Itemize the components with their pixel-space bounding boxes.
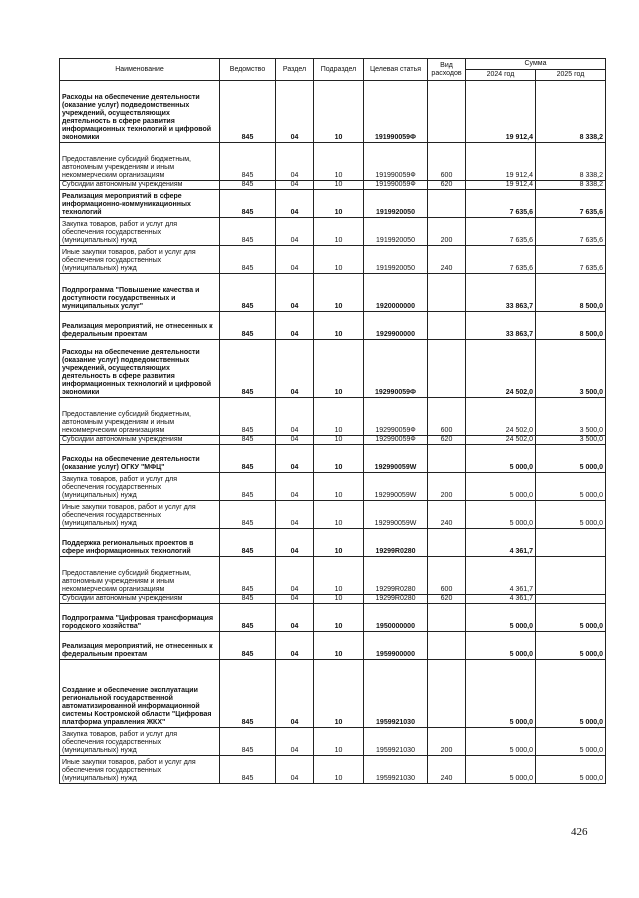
row-razdel: 04 bbox=[276, 595, 314, 604]
row-razdel: 04 bbox=[276, 728, 314, 756]
row-sum-2025: 8 500,0 bbox=[536, 274, 606, 312]
row-razdel: 04 bbox=[276, 632, 314, 660]
row-target-article: 1959921030 bbox=[364, 756, 428, 784]
row-razdel: 04 bbox=[276, 557, 314, 595]
row-name: Подпрограмма "Повышение качества и доступности государственных и муниципальных услуг" bbox=[60, 274, 220, 312]
row-podrazdel: 10 bbox=[314, 501, 364, 529]
row-target-article: 1919920050 bbox=[364, 190, 428, 218]
row-sum-2024: 5 000,0 bbox=[466, 756, 536, 784]
row-sum-2024: 4 361,7 bbox=[466, 529, 536, 557]
row-name: Создание и обеспечение эксплуатации региональной государственной автоматизированной информационной системы Костромской области "Цифровая платформа управления ЖКХ" bbox=[60, 660, 220, 728]
row-expense-type bbox=[428, 190, 466, 218]
row-sum-2024: 4 361,7 bbox=[466, 557, 536, 595]
row-expense-type: 600 bbox=[428, 557, 466, 595]
row-sum-2025: 5 000,0 bbox=[536, 728, 606, 756]
row-sum-2025: 5 000,0 bbox=[536, 445, 606, 473]
table-row bbox=[60, 436, 606, 445]
row-vedomstvo: 845 bbox=[220, 557, 276, 595]
row-sum-2025: 5 000,0 bbox=[536, 756, 606, 784]
row-expense-type: 200 bbox=[428, 728, 466, 756]
row-expense-type: 600 bbox=[428, 143, 466, 181]
row-razdel: 04 bbox=[276, 660, 314, 728]
row-expense-type: 200 bbox=[428, 473, 466, 501]
row-target-article: 192990059W bbox=[364, 473, 428, 501]
row-target-article: 192990059W bbox=[364, 445, 428, 473]
table-row bbox=[60, 340, 606, 398]
row-vedomstvo: 845 bbox=[220, 501, 276, 529]
row-vedomstvo: 845 bbox=[220, 660, 276, 728]
row-name: Поддержка региональных проектов в сфере информационных технологий bbox=[60, 529, 220, 557]
row-sum-2024: 4 361,7 bbox=[466, 595, 536, 604]
row-vedomstvo: 845 bbox=[220, 728, 276, 756]
row-target-article: 1959921030 bbox=[364, 728, 428, 756]
row-vedomstvo: 845 bbox=[220, 218, 276, 246]
row-expense-type: 620 bbox=[428, 595, 466, 604]
header-year-2025: 2025 год bbox=[536, 70, 606, 81]
row-sum-2025: 7 635,6 bbox=[536, 218, 606, 246]
table-row bbox=[60, 728, 606, 756]
header-year-2024: 2024 год bbox=[466, 70, 536, 81]
row-sum-2024: 19 912,4 bbox=[466, 143, 536, 181]
row-razdel: 04 bbox=[276, 143, 314, 181]
row-expense-type: 240 bbox=[428, 756, 466, 784]
row-podrazdel: 10 bbox=[314, 595, 364, 604]
row-sum-2024: 7 635,6 bbox=[466, 190, 536, 218]
row-name: Предоставление субсидий бюджетным, автономным учреждениям и иным некоммерческим организациям bbox=[60, 398, 220, 436]
row-sum-2024: 5 000,0 bbox=[466, 604, 536, 632]
row-sum-2025 bbox=[536, 595, 606, 604]
row-name: Расходы на обеспечение деятельности (оказание услуг) подведомственных учреждений, осуществляющих деятельность в сфере развития информационных технологий и цифровой экономики bbox=[60, 81, 220, 143]
table-row bbox=[60, 246, 606, 274]
row-expense-type: 600 bbox=[428, 398, 466, 436]
row-name: Субсидии автономным учреждениям bbox=[60, 436, 220, 445]
budget-table bbox=[59, 58, 606, 784]
table-row bbox=[60, 81, 606, 143]
row-vedomstvo: 845 bbox=[220, 181, 276, 190]
row-vedomstvo: 845 bbox=[220, 143, 276, 181]
row-sum-2025: 5 000,0 bbox=[536, 660, 606, 728]
row-sum-2024: 24 502,0 bbox=[466, 436, 536, 445]
row-sum-2025: 3 500,0 bbox=[536, 436, 606, 445]
row-vedomstvo: 845 bbox=[220, 190, 276, 218]
row-podrazdel: 10 bbox=[314, 181, 364, 190]
row-expense-type: 240 bbox=[428, 501, 466, 529]
row-name: Закупка товаров, работ и услуг для обеспечения государственных (муниципальных) нужд bbox=[60, 728, 220, 756]
row-razdel: 04 bbox=[276, 340, 314, 398]
row-expense-type bbox=[428, 604, 466, 632]
row-vedomstvo: 845 bbox=[220, 632, 276, 660]
row-name: Иные закупки товаров, работ и услуг для обеспечения государственных (муниципальных) нужд bbox=[60, 246, 220, 274]
row-razdel: 04 bbox=[276, 181, 314, 190]
row-expense-type bbox=[428, 445, 466, 473]
row-expense-type bbox=[428, 81, 466, 143]
row-target-article: 1959900000 bbox=[364, 632, 428, 660]
row-podrazdel: 10 bbox=[314, 340, 364, 398]
row-sum-2025: 3 500,0 bbox=[536, 398, 606, 436]
row-target-article: 192990059Ф bbox=[364, 340, 428, 398]
row-podrazdel: 10 bbox=[314, 473, 364, 501]
row-sum-2024: 19 912,4 bbox=[466, 181, 536, 190]
row-razdel: 04 bbox=[276, 190, 314, 218]
row-name: Реализация мероприятий, не отнесенных к федеральным проектам bbox=[60, 632, 220, 660]
row-sum-2024: 33 863,7 bbox=[466, 312, 536, 340]
row-vedomstvo: 845 bbox=[220, 312, 276, 340]
row-name: Иные закупки товаров, работ и услуг для обеспечения государственных (муниципальных) нужд bbox=[60, 501, 220, 529]
row-vedomstvo: 845 bbox=[220, 445, 276, 473]
row-sum-2024: 5 000,0 bbox=[466, 473, 536, 501]
header-expense-type: Вид расходов bbox=[428, 59, 466, 81]
row-name: Закупка товаров, работ и услуг для обеспечения государственных (муниципальных) нужд bbox=[60, 473, 220, 501]
row-target-article: 19299R0280 bbox=[364, 529, 428, 557]
row-name: Расходы на обеспечение деятельности (оказание услуг) ОГКУ "МФЦ" bbox=[60, 445, 220, 473]
row-target-article: 191990059Ф bbox=[364, 81, 428, 143]
row-sum-2025: 5 000,0 bbox=[536, 632, 606, 660]
row-expense-type bbox=[428, 660, 466, 728]
row-sum-2025: 5 000,0 bbox=[536, 604, 606, 632]
row-podrazdel: 10 bbox=[314, 81, 364, 143]
row-expense-type: 240 bbox=[428, 246, 466, 274]
row-target-article: 19299R0280 bbox=[364, 595, 428, 604]
row-sum-2024: 5 000,0 bbox=[466, 660, 536, 728]
row-vedomstvo: 845 bbox=[220, 436, 276, 445]
row-vedomstvo: 845 bbox=[220, 756, 276, 784]
row-name: Субсидии автономным учреждениям bbox=[60, 595, 220, 604]
row-target-article: 192990059W bbox=[364, 501, 428, 529]
row-vedomstvo: 845 bbox=[220, 595, 276, 604]
row-podrazdel: 10 bbox=[314, 529, 364, 557]
table-row bbox=[60, 501, 606, 529]
row-razdel: 04 bbox=[276, 436, 314, 445]
row-target-article: 1959921030 bbox=[364, 660, 428, 728]
table-body bbox=[60, 81, 606, 784]
table-row bbox=[60, 274, 606, 312]
row-sum-2024: 33 863,7 bbox=[466, 274, 536, 312]
row-vedomstvo: 845 bbox=[220, 340, 276, 398]
row-target-article: 192990059Ф bbox=[364, 436, 428, 445]
row-target-article: 1950000000 bbox=[364, 604, 428, 632]
row-razdel: 04 bbox=[276, 501, 314, 529]
row-sum-2025: 5 000,0 bbox=[536, 501, 606, 529]
row-sum-2025 bbox=[536, 557, 606, 595]
row-expense-type bbox=[428, 340, 466, 398]
row-razdel: 04 bbox=[276, 398, 314, 436]
row-sum-2024: 24 502,0 bbox=[466, 340, 536, 398]
row-vedomstvo: 845 bbox=[220, 473, 276, 501]
row-razdel: 04 bbox=[276, 756, 314, 784]
row-target-article: 1920000000 bbox=[364, 274, 428, 312]
table-row bbox=[60, 398, 606, 436]
row-sum-2024: 7 635,6 bbox=[466, 246, 536, 274]
row-target-article: 1919920050 bbox=[364, 218, 428, 246]
row-sum-2025: 7 635,6 bbox=[536, 190, 606, 218]
row-name: Предоставление субсидий бюджетным, автономным учреждениям и иным некоммерческим организациям bbox=[60, 557, 220, 595]
table-row bbox=[60, 604, 606, 632]
row-sum-2025: 3 500,0 bbox=[536, 340, 606, 398]
table-row bbox=[60, 756, 606, 784]
row-sum-2024: 7 635,6 bbox=[466, 218, 536, 246]
row-sum-2024: 5 000,0 bbox=[466, 728, 536, 756]
row-vedomstvo: 845 bbox=[220, 246, 276, 274]
table-row bbox=[60, 529, 606, 557]
table-row bbox=[60, 473, 606, 501]
header-podrazdel: Подраздел bbox=[314, 59, 364, 81]
row-target-article: 1919920050 bbox=[364, 246, 428, 274]
row-expense-type: 620 bbox=[428, 436, 466, 445]
table-row bbox=[60, 181, 606, 190]
row-podrazdel: 10 bbox=[314, 218, 364, 246]
row-name: Предоставление субсидий бюджетным, автономным учреждениям и иным некоммерческим организациям bbox=[60, 143, 220, 181]
row-razdel: 04 bbox=[276, 445, 314, 473]
row-expense-type bbox=[428, 529, 466, 557]
row-target-article: 192990059Ф bbox=[364, 398, 428, 436]
row-expense-type bbox=[428, 274, 466, 312]
row-podrazdel: 10 bbox=[314, 143, 364, 181]
table-row bbox=[60, 445, 606, 473]
row-razdel: 04 bbox=[276, 604, 314, 632]
row-expense-type bbox=[428, 312, 466, 340]
table-row bbox=[60, 143, 606, 181]
row-name: Иные закупки товаров, работ и услуг для обеспечения государственных (муниципальных) нужд bbox=[60, 756, 220, 784]
row-podrazdel: 10 bbox=[314, 728, 364, 756]
header-razdel: Раздел bbox=[276, 59, 314, 81]
row-target-article: 1929900000 bbox=[364, 312, 428, 340]
table-row bbox=[60, 595, 606, 604]
header-target-article: Целевая статья bbox=[364, 59, 428, 81]
header-vedomstvo: Ведомство bbox=[220, 59, 276, 81]
row-podrazdel: 10 bbox=[314, 604, 364, 632]
row-vedomstvo: 845 bbox=[220, 398, 276, 436]
table-row bbox=[60, 660, 606, 728]
row-sum-2025: 8 338,2 bbox=[536, 81, 606, 143]
row-sum-2025: 8 500,0 bbox=[536, 312, 606, 340]
table-header bbox=[60, 59, 606, 81]
row-podrazdel: 10 bbox=[314, 660, 364, 728]
row-name: Реализация мероприятий, не отнесенных к федеральным проектам bbox=[60, 312, 220, 340]
row-sum-2025 bbox=[536, 529, 606, 557]
row-podrazdel: 10 bbox=[314, 436, 364, 445]
table-row bbox=[60, 190, 606, 218]
row-sum-2024: 5 000,0 bbox=[466, 632, 536, 660]
table-row bbox=[60, 312, 606, 340]
row-name: Субсидии автономным учреждениям bbox=[60, 181, 220, 190]
row-razdel: 04 bbox=[276, 218, 314, 246]
page-number: 426 bbox=[571, 826, 588, 838]
row-sum-2024: 24 502,0 bbox=[466, 398, 536, 436]
row-podrazdel: 10 bbox=[314, 398, 364, 436]
row-sum-2024: 5 000,0 bbox=[466, 445, 536, 473]
row-name: Расходы на обеспечение деятельности (оказание услуг) подведомственных учреждений, осуществляющих деятельность в сфере развития информационных технологий и цифровой экономики bbox=[60, 340, 220, 398]
row-sum-2025: 8 338,2 bbox=[536, 143, 606, 181]
row-name: Реализация мероприятий в сфере информационно-коммуникационных технологий bbox=[60, 190, 220, 218]
row-sum-2025: 5 000,0 bbox=[536, 473, 606, 501]
row-podrazdel: 10 bbox=[314, 246, 364, 274]
row-podrazdel: 10 bbox=[314, 274, 364, 312]
row-name: Закупка товаров, работ и услуг для обеспечения государственных (муниципальных) нужд bbox=[60, 218, 220, 246]
row-expense-type bbox=[428, 632, 466, 660]
row-razdel: 04 bbox=[276, 246, 314, 274]
row-vedomstvo: 845 bbox=[220, 529, 276, 557]
row-podrazdel: 10 bbox=[314, 557, 364, 595]
row-razdel: 04 bbox=[276, 529, 314, 557]
row-vedomstvo: 845 bbox=[220, 274, 276, 312]
row-target-article: 191990059Ф bbox=[364, 143, 428, 181]
row-razdel: 04 bbox=[276, 312, 314, 340]
table-row bbox=[60, 632, 606, 660]
row-sum-2024: 19 912,4 bbox=[466, 81, 536, 143]
row-target-article: 191990059Ф bbox=[364, 181, 428, 190]
row-podrazdel: 10 bbox=[314, 312, 364, 340]
row-expense-type: 200 bbox=[428, 218, 466, 246]
row-podrazdel: 10 bbox=[314, 632, 364, 660]
row-vedomstvo: 845 bbox=[220, 604, 276, 632]
row-razdel: 04 bbox=[276, 81, 314, 143]
row-podrazdel: 10 bbox=[314, 190, 364, 218]
row-target-article: 19299R0280 bbox=[364, 557, 428, 595]
table-row bbox=[60, 557, 606, 595]
row-podrazdel: 10 bbox=[314, 445, 364, 473]
row-razdel: 04 bbox=[276, 473, 314, 501]
row-vedomstvo: 845 bbox=[220, 81, 276, 143]
row-sum-2024: 5 000,0 bbox=[466, 501, 536, 529]
table-row bbox=[60, 218, 606, 246]
row-sum-2025: 7 635,6 bbox=[536, 246, 606, 274]
row-razdel: 04 bbox=[276, 274, 314, 312]
row-podrazdel: 10 bbox=[314, 756, 364, 784]
row-name: Подпрограмма "Цифровая трансформация городского хозяйства" bbox=[60, 604, 220, 632]
header-sum: Сумма bbox=[466, 59, 606, 70]
row-expense-type: 620 bbox=[428, 181, 466, 190]
header-name: Наименование bbox=[60, 59, 220, 81]
row-sum-2025: 8 338,2 bbox=[536, 181, 606, 190]
